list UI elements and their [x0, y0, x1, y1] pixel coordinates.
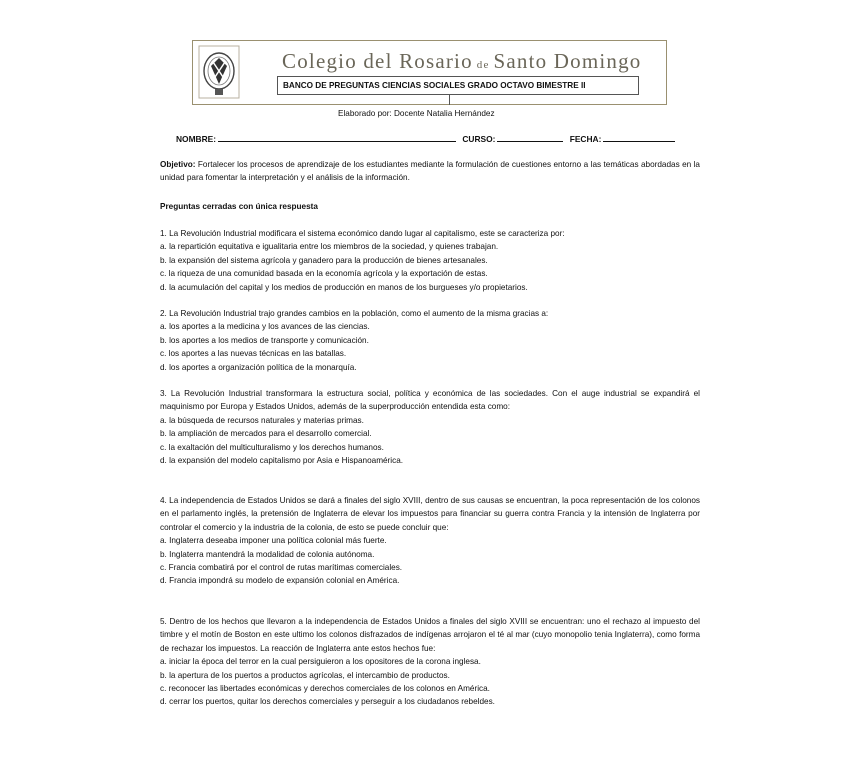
curso-field[interactable] — [497, 133, 563, 142]
objective — [160, 158, 700, 185]
school-name: Colegio del Rosario de Santo Domingo — [282, 49, 642, 73]
fecha-label: FECHA: — [569, 134, 602, 144]
option-d: d. la expansión del modelo capitalismo por Asia e Hispanoamérica. — [160, 456, 404, 466]
nombre-label: NOMBRE: — [176, 134, 217, 144]
question-stem: 2. La Revolución Industrial trajo grandes cambios en la población, como el aumento de la misma gracias a: — [160, 309, 549, 318]
option-b: b. Inglaterra mantendrá la modalidad de colonia autónoma. — [160, 549, 375, 559]
option-d: d. los aportes a organización política de la monarquía. — [160, 362, 357, 372]
student-fields — [176, 133, 679, 144]
section-title: Preguntas cerradas con única respuesta — [160, 202, 318, 211]
option-b: b. la expansión del sistema agrícola y ganadero para la producción de bienes artesanales. — [160, 255, 488, 265]
option-b: b. los aportes a los medios de transporte y comunicación. — [160, 335, 369, 345]
question-3 — [160, 387, 700, 467]
option-a: a. iniciar la época del terror en la cual persiguieron a los opositores de la corona inglesa. — [160, 657, 481, 667]
question-4 — [160, 494, 700, 588]
option-b: b. la ampliación de mercados para el desarrollo comercial. — [160, 429, 372, 439]
nombre-field[interactable] — [218, 133, 456, 142]
option-c: c. la exaltación del multiculturalismo y los derechos humanos. — [160, 442, 384, 452]
option-b: b. la apertura de los puertos a productos agrícolas, el intercambio de productos. — [160, 670, 450, 680]
fecha-field[interactable] — [603, 133, 675, 142]
question-stem: 3. La Revolución Industrial transformara la estructura social, política y económica de las sociedades. Con el auge industrial se expandirá el maquinismo por Europa y Estados Unidos, además de la superproducción entendida esta como: — [160, 389, 700, 412]
question-bank-title: BANCO DE PREGUNTAS CIENCIAS SOCIALES GRADO OCTAVO BIMESTRE II — [277, 76, 639, 95]
option-c: c. los aportes a las nuevas técnicas en las batallas. — [160, 349, 347, 359]
question-2 — [160, 307, 700, 374]
divider — [449, 95, 450, 105]
option-a: a. la repartición equitativa e igualitaria entre los miembros de la sociedad, y quienes trabajan. — [160, 242, 499, 252]
question-stem: 4. La independencia de Estados Unidos se dará a finales del siglo XVIII, dentro de sus causas se encuentran, la poca representación de los colonos en el parlamento inglés, la pretensión de Inglaterra de elevar los impuestos para financiar su guerra contra Francia y la intensión de Inglaterra por controlar el comercio y la industria de la colonia, de esto se puede concluir que: — [160, 496, 700, 532]
option-c: c. la riqueza de una comunidad basada en la economía agrícola y la exportación de estas. — [160, 269, 488, 279]
option-a: a. Inglaterra deseaba imponer una política colonial más fuerte. — [160, 536, 387, 546]
question-5 — [160, 615, 700, 709]
option-c: c. Francia combatirá por el control de rutas marítimas comerciales. — [160, 563, 403, 573]
question-stem: 5. Dentro de los hechos que llevaron a la independencia de Estados Unidos a finales del siglo XVIII se encuentran: uno el rechazo al impuesto del timbre y el motín de Boston en este ultimo los colonos disfrazados de indígenas arrojaron el té al mar (cuyo monopolio tenia Inglaterra), como forma de rechazar los impuestos. La reacción de Inglaterra ante estos hechos fue: — [160, 617, 700, 653]
curso-label: CURSO: — [462, 134, 496, 144]
objective-label: Objetivo: — [160, 160, 196, 169]
option-a: a. la búsqueda de recursos naturales y materias primas. — [160, 415, 364, 425]
option-d: d. la acumulación del capital y los medios de producción en manos de los burgueses y/o propietarios. — [160, 282, 528, 292]
question-stem: 1. La Revolución Industrial modificara el sistema económico dando lugar al capitalismo, este se caracteriza por: — [160, 229, 565, 238]
school-seal-icon — [197, 44, 241, 100]
question-1 — [160, 227, 700, 294]
author-line: Elaborado por: Docente Natalia Hernández — [338, 109, 495, 118]
option-d: d. cerrar los puertos, quitar los derechos comerciales y perseguir a los ciudadanos rebeldes. — [160, 697, 495, 707]
objective-text: Fortalecer los procesos de aprendizaje de los estudiantes mediante la formulación de cuestiones entorno a las temáticas abordadas en la unidad para fomentar la interpretación y el análisis de la información. — [160, 160, 700, 183]
option-c: c. reconocer las libertades económicas y derechos comerciales de los colonos en América. — [160, 684, 490, 694]
option-a: a. los aportes a la medicina y los avances de las ciencias. — [160, 322, 370, 332]
option-d: d. Francia impondrá su modelo de expansión colonial en América. — [160, 576, 400, 586]
